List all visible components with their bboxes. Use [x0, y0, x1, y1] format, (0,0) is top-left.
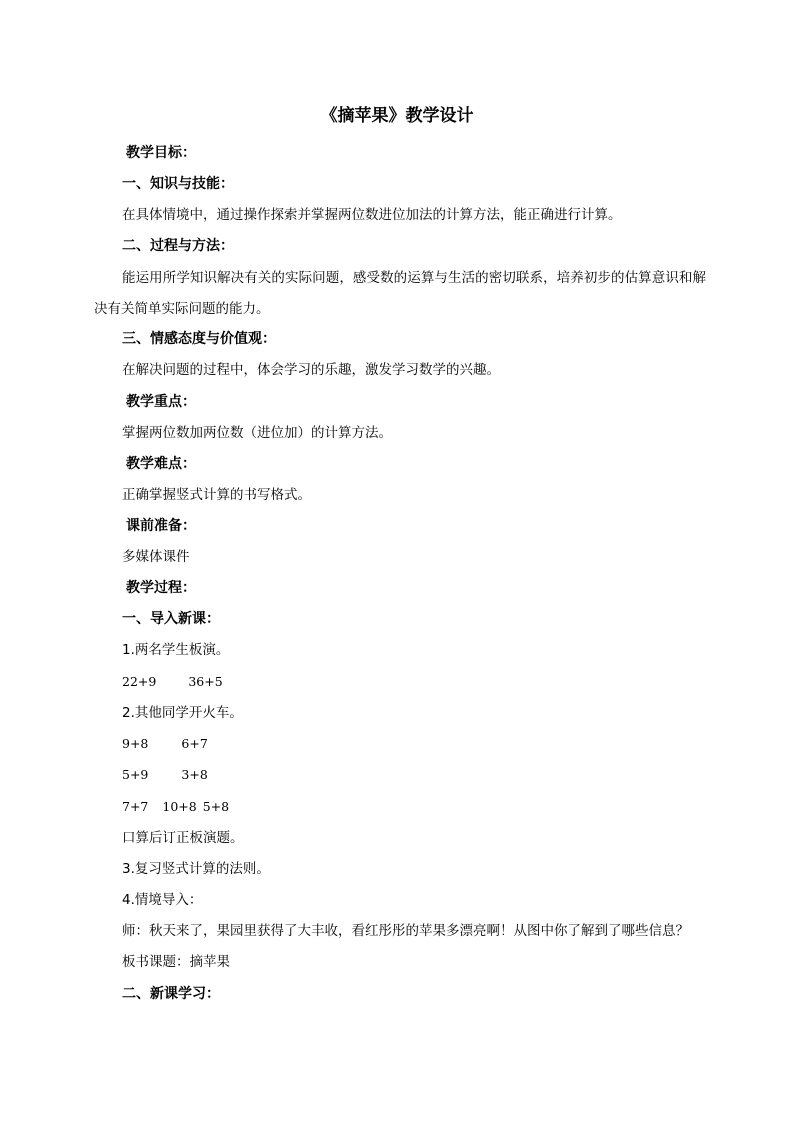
step1-line: 1.两名学生板演。: [122, 642, 230, 658]
exercise-row-1: [122, 734, 208, 754]
exercise: 3+8: [181, 767, 208, 782]
exercise: 10+8: [162, 799, 197, 814]
emotion-text: 在解决问题的过程中，体会学习的乐趣，激发学习数学的兴趣。: [122, 362, 500, 378]
correction-line: 口算后订正板演题。: [122, 830, 244, 846]
exercise: 7+7: [122, 799, 149, 814]
process-heading: 二、过程与方法：: [122, 238, 234, 254]
difficulty-heading: 教学难点：: [126, 456, 196, 472]
prep-heading: 课前准备：: [126, 518, 196, 534]
exercise: 36+5: [188, 674, 223, 689]
exercise: 6+7: [181, 736, 208, 751]
key-text: 掌握两位数加两位数（进位加）的计算方法。: [122, 425, 392, 441]
exercise: 9+8: [122, 736, 149, 751]
process-text: 能运用所学知识解决有关的实际问题，感受数的运算与生活的密切联系，培养初步的估算意识和解决有关简单实际问题的能力。: [94, 270, 706, 317]
step1-exercises: [122, 672, 223, 692]
new-lesson-heading: 二、新课学习：: [122, 986, 220, 1002]
document-title: 《摘苹果》教学设计: [320, 106, 474, 126]
step2-line: 2.其他同学开火车。: [122, 705, 243, 721]
step4-line: 4.情境导入：: [122, 892, 203, 908]
goals-heading: 教学目标：: [126, 145, 196, 161]
teacher-line: 师：秋天来了，果园里获得了大丰收，看红彤彤的苹果多漂亮啊！从图中你了解到了哪些信息？: [122, 923, 689, 939]
board-title-line: 板书课题：摘苹果: [122, 954, 230, 970]
procedure-heading: 教学过程：: [126, 580, 196, 596]
intro-heading: 一、导入新课：: [122, 611, 220, 627]
prep-text: 多媒体课件: [122, 549, 190, 565]
exercise: 5+9: [122, 767, 149, 782]
exercise-row-2: [122, 765, 208, 785]
exercise-row-3: [122, 797, 229, 817]
emotion-heading: 三、情感态度与价值观：: [122, 331, 276, 347]
exercise: 5+8: [202, 799, 230, 814]
step3-line: 3.复习竖式计算的法则。: [122, 861, 270, 877]
key-heading: 教学重点：: [126, 394, 196, 410]
knowledge-heading: 一、知识与技能：: [122, 176, 234, 192]
difficulty-text: 正确掌握竖式计算的书写格式。: [122, 487, 311, 503]
knowledge-text: 在具体情境中，通过操作探索并掌握两位数进位加法的计算方法，能正确进行计算。: [122, 207, 622, 223]
exercise: 22+9: [122, 674, 157, 689]
